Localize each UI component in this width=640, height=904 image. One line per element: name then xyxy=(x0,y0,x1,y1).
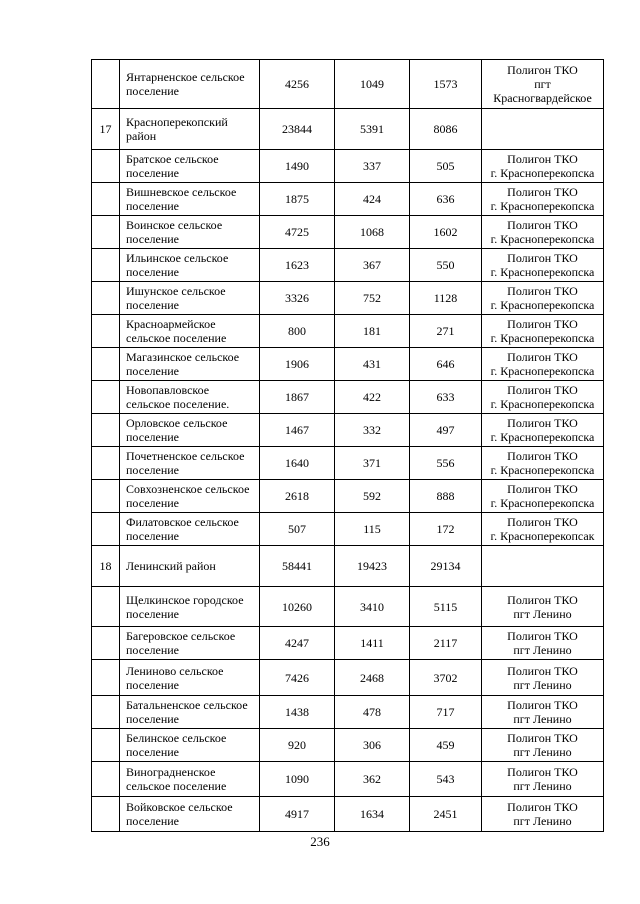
value-cell-1: 10260 xyxy=(260,587,335,627)
destination-line: г. Красноперекопска xyxy=(490,265,595,279)
settlement-name: Лениново сельское поселение xyxy=(120,660,260,696)
destination-cell xyxy=(482,587,604,627)
destination-cell xyxy=(482,513,604,546)
table-row xyxy=(92,546,604,587)
destination-line: пгт xyxy=(534,77,551,91)
value-cell-1: 1490 xyxy=(260,150,335,183)
table-row xyxy=(92,447,604,480)
page-number: 236 xyxy=(310,834,330,849)
table-row xyxy=(92,381,604,414)
destination-line: Полигон ТКО xyxy=(507,63,578,77)
value-cell-3: 636 xyxy=(410,183,482,216)
value-cell-2: 332 xyxy=(335,414,410,447)
destination-cell xyxy=(482,480,604,513)
value-cell-1: 4725 xyxy=(260,216,335,249)
destination-line: Полигон ТКО xyxy=(507,592,578,607)
destination-line: Полигон ТКО xyxy=(507,515,578,529)
destination-line: пгт Ленино xyxy=(513,745,572,759)
value-cell-1: 7426 xyxy=(260,660,335,696)
destination-line: Полигон ТКО xyxy=(507,482,578,496)
value-cell-3: 172 xyxy=(410,513,482,546)
destination-cell xyxy=(482,447,604,480)
destination-cell xyxy=(482,660,604,696)
table-row xyxy=(92,729,604,762)
destination-line: пгт Ленино xyxy=(513,814,572,828)
table-row xyxy=(92,797,604,832)
settlement-name: Братское сельское поселение xyxy=(120,150,260,183)
value-cell-2: 1634 xyxy=(335,797,410,832)
value-cell-1: 1867 xyxy=(260,381,335,414)
row-number: 17 xyxy=(92,109,120,150)
destination-cell xyxy=(482,150,604,183)
row-number xyxy=(92,660,120,696)
table-row xyxy=(92,282,604,315)
table-row xyxy=(92,762,604,797)
destination-line: пгт Ленино xyxy=(513,677,572,692)
settlement-name: Магазинское сельское поселение xyxy=(120,348,260,381)
value-cell-3: 717 xyxy=(410,696,482,729)
row-number xyxy=(92,60,120,109)
value-cell-1: 2618 xyxy=(260,480,335,513)
settlement-name: Новопавловское сельское поселение. xyxy=(120,381,260,414)
data-table xyxy=(91,59,604,832)
destination-line: Полигон ТКО xyxy=(507,218,578,232)
value-cell-3: 459 xyxy=(410,729,482,762)
value-cell-3: 550 xyxy=(410,249,482,282)
value-cell-3: 633 xyxy=(410,381,482,414)
row-number xyxy=(92,348,120,381)
value-cell-2: 1411 xyxy=(335,627,410,660)
table-row xyxy=(92,60,604,109)
settlement-name: Красноармейское сельское поселение xyxy=(120,315,260,348)
value-cell-2: 362 xyxy=(335,762,410,797)
settlement-name: Батальненское сельское поселение xyxy=(120,696,260,729)
destination-line: Полигон ТКО xyxy=(507,383,578,397)
row-number xyxy=(92,381,120,414)
destination-cell xyxy=(482,249,604,282)
settlement-name: Воинское сельское поселение xyxy=(120,216,260,249)
table-row xyxy=(92,627,604,660)
destination-cell xyxy=(482,696,604,729)
destination-line: Полигон ТКО xyxy=(507,698,578,712)
value-cell-3: 497 xyxy=(410,414,482,447)
destination-cell xyxy=(482,762,604,797)
row-number xyxy=(92,150,120,183)
value-cell-1: 1640 xyxy=(260,447,335,480)
destination-line: Полигон ТКО xyxy=(507,185,578,199)
destination-cell xyxy=(482,315,604,348)
table-row xyxy=(92,414,604,447)
settlement-name: Почетненское сельское поселение xyxy=(120,447,260,480)
destination-line: г. Красноперекопска xyxy=(490,463,595,477)
destination-cell xyxy=(482,414,604,447)
destination-cell xyxy=(482,797,604,832)
destination-line: г. Красноперекопсак xyxy=(490,529,595,543)
value-cell-2: 306 xyxy=(335,729,410,762)
value-cell-2: 592 xyxy=(335,480,410,513)
value-cell-2: 115 xyxy=(335,513,410,546)
value-cell-1: 3326 xyxy=(260,282,335,315)
destination-line: Полигон ТКО xyxy=(507,284,578,298)
value-cell-2: 367 xyxy=(335,249,410,282)
value-cell-2: 371 xyxy=(335,447,410,480)
destination-line: г. Красноперекопска xyxy=(490,430,595,444)
settlement-name: Войковское сельское поселение xyxy=(120,797,260,832)
value-cell-2: 5391 xyxy=(335,109,410,150)
value-cell-3: 646 xyxy=(410,348,482,381)
value-cell-3: 29134 xyxy=(410,546,482,587)
value-cell-2: 1068 xyxy=(335,216,410,249)
row-number xyxy=(92,249,120,282)
settlement-name: Совхозненское сельское поселение xyxy=(120,480,260,513)
value-cell-2: 3410 xyxy=(335,587,410,627)
value-cell-1: 1906 xyxy=(260,348,335,381)
value-cell-3: 2117 xyxy=(410,627,482,660)
value-cell-3: 1128 xyxy=(410,282,482,315)
value-cell-1: 23844 xyxy=(260,109,335,150)
row-number xyxy=(92,414,120,447)
destination-line: Полигон ТКО xyxy=(507,416,578,430)
destination-line: Полигон ТКО xyxy=(507,251,578,265)
destination-line: пгт Ленино xyxy=(513,643,572,657)
destination-line: г. Красноперекопска xyxy=(490,331,595,345)
settlement-name: Ленинский район xyxy=(120,546,260,587)
value-cell-1: 1623 xyxy=(260,249,335,282)
destination-line: Полигон ТКО xyxy=(507,629,578,643)
value-cell-1: 4917 xyxy=(260,797,335,832)
destination-line: Полигон ТКО xyxy=(507,765,578,779)
settlement-name: Белинское сельское поселение xyxy=(120,729,260,762)
value-cell-1: 920 xyxy=(260,729,335,762)
table-row xyxy=(92,249,604,282)
table-row xyxy=(92,513,604,546)
value-cell-1: 1467 xyxy=(260,414,335,447)
destination-line: Красногвардейское xyxy=(493,91,592,105)
value-cell-3: 1602 xyxy=(410,216,482,249)
destination-cell xyxy=(482,627,604,660)
destination-line: пгт Ленино xyxy=(513,606,572,621)
value-cell-2: 337 xyxy=(335,150,410,183)
destination-cell xyxy=(482,60,604,109)
destination-cell xyxy=(482,216,604,249)
row-number xyxy=(92,480,120,513)
destination-cell xyxy=(482,546,604,587)
destination-cell xyxy=(482,348,604,381)
table-row xyxy=(92,216,604,249)
row-number xyxy=(92,696,120,729)
destination-line: г. Красноперекопска xyxy=(490,232,595,246)
row-number: 18 xyxy=(92,546,120,587)
value-cell-3: 556 xyxy=(410,447,482,480)
settlement-name: Багеровское сельское поселение xyxy=(120,627,260,660)
destination-line: г. Красноперекопска xyxy=(490,364,595,378)
value-cell-2: 19423 xyxy=(335,546,410,587)
value-cell-2: 424 xyxy=(335,183,410,216)
table-row xyxy=(92,183,604,216)
destination-line: Полигон ТКО xyxy=(507,317,578,331)
row-number xyxy=(92,513,120,546)
destination-cell xyxy=(482,109,604,150)
row-number xyxy=(92,627,120,660)
value-cell-1: 507 xyxy=(260,513,335,546)
settlement-name: Щелкинское городское поселение xyxy=(120,587,260,627)
table-row xyxy=(92,480,604,513)
table-body xyxy=(92,60,604,832)
settlement-name: Орловское сельское поселение xyxy=(120,414,260,447)
table-row xyxy=(92,696,604,729)
value-cell-3: 543 xyxy=(410,762,482,797)
value-cell-1: 4256 xyxy=(260,60,335,109)
value-cell-3: 505 xyxy=(410,150,482,183)
value-cell-2: 752 xyxy=(335,282,410,315)
value-cell-3: 8086 xyxy=(410,109,482,150)
value-cell-1: 1875 xyxy=(260,183,335,216)
destination-line: г. Красноперекопска xyxy=(490,166,595,180)
row-number xyxy=(92,447,120,480)
table-row xyxy=(92,587,604,627)
row-number xyxy=(92,729,120,762)
settlement-name: Вишневское сельское поселение xyxy=(120,183,260,216)
settlement-name: Янтарненское сельское поселение xyxy=(120,60,260,109)
settlement-name: Ильинское сельское поселение xyxy=(120,249,260,282)
table-row xyxy=(92,150,604,183)
value-cell-3: 888 xyxy=(410,480,482,513)
destination-cell xyxy=(482,183,604,216)
value-cell-2: 478 xyxy=(335,696,410,729)
table-row xyxy=(92,109,604,150)
destination-line: г. Красноперекопска xyxy=(490,397,595,411)
value-cell-2: 431 xyxy=(335,348,410,381)
row-number xyxy=(92,797,120,832)
value-cell-3: 2451 xyxy=(410,797,482,832)
value-cell-3: 5115 xyxy=(410,587,482,627)
destination-line: Полигон ТКО xyxy=(507,663,578,678)
value-cell-3: 1573 xyxy=(410,60,482,109)
settlement-name: Ишунское сельское поселение xyxy=(120,282,260,315)
destination-line: Полигон ТКО xyxy=(507,731,578,745)
destination-line: г. Красноперекопска xyxy=(490,199,595,213)
destination-line: г. Красноперекопска xyxy=(490,496,595,510)
value-cell-2: 422 xyxy=(335,381,410,414)
value-cell-1: 4247 xyxy=(260,627,335,660)
row-number xyxy=(92,315,120,348)
value-cell-2: 1049 xyxy=(335,60,410,109)
value-cell-2: 181 xyxy=(335,315,410,348)
value-cell-1: 1090 xyxy=(260,762,335,797)
settlement-name: Красноперекопский район xyxy=(120,109,260,150)
destination-cell xyxy=(482,381,604,414)
settlement-name: Филатовское сельское поселение xyxy=(120,513,260,546)
row-number xyxy=(92,183,120,216)
destination-line: Полигон ТКО xyxy=(507,152,578,166)
value-cell-3: 3702 xyxy=(410,660,482,696)
table-row xyxy=(92,315,604,348)
destination-line: пгт Ленино xyxy=(513,712,572,726)
table-row xyxy=(92,348,604,381)
destination-line: Полигон ТКО xyxy=(507,350,578,364)
row-number xyxy=(92,587,120,627)
destination-line: Полигон ТКО xyxy=(507,449,578,463)
destination-cell xyxy=(482,729,604,762)
value-cell-1: 800 xyxy=(260,315,335,348)
row-number xyxy=(92,216,120,249)
row-number xyxy=(92,762,120,797)
value-cell-2: 2468 xyxy=(335,660,410,696)
destination-line: г. Красноперекопска xyxy=(490,298,595,312)
table-row xyxy=(92,660,604,696)
value-cell-1: 1438 xyxy=(260,696,335,729)
value-cell-3: 271 xyxy=(410,315,482,348)
destination-line: пгт Ленино xyxy=(513,779,572,793)
destination-line: Полигон ТКО xyxy=(507,800,578,814)
destination-cell xyxy=(482,282,604,315)
value-cell-1: 58441 xyxy=(260,546,335,587)
settlement-name: Виноградненское сельское поселение xyxy=(120,762,260,797)
row-number xyxy=(92,282,120,315)
